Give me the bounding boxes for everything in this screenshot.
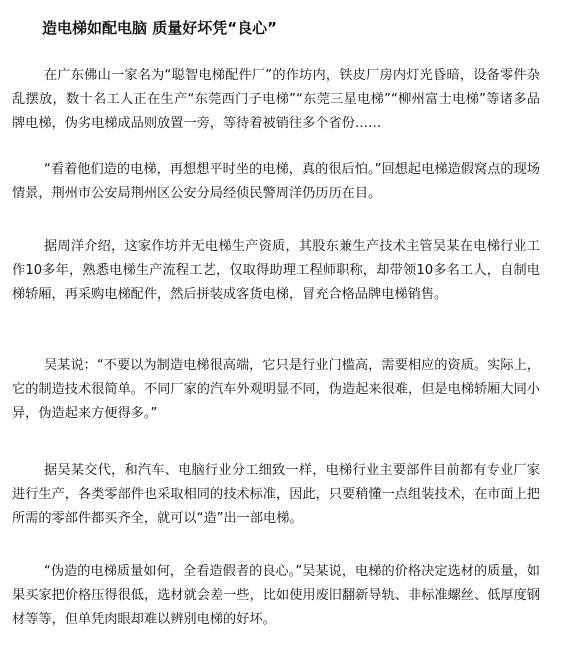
article-title: 造电梯如配电脑 质量好坏凭“良心” xyxy=(42,19,277,37)
paragraph-6: “伪造的电梯质量如何，全看造假者的良心。”吴某说，电梯的价格决定选材的质量，如果买家把价格压得很低，选材就会差一些，比如使用废旧翻新导轨、非标准螺丝、低厚度钢材等等，但单凭肉眼却难以辨别电梯的好坏。 xyxy=(12,564,540,627)
paragraph-3: 据周洋介绍，这家作坊并无电梯生产资质，其股东兼生产技术主管吴某在电梯行业工作10多年，熟悉电梯生产流程工艺，仅取得助理工程师职称，却带领10多名工人，自制电梯轿厢，再采购电梯配件，然后拼装成客货电梯，冒充合格品牌电梯销售。 xyxy=(12,239,540,302)
paragraph-5: 据吴某交代，和汽车、电脑行业分工细致一样，电梯行业主要部件目前都有专业厂家进行生产，各类零部件也采取相同的技术标准，因此，只要稍懂一点组装技术，在市面上把所需的零部件都买齐全，就可以“造”出一部电梯。 xyxy=(12,463,540,526)
paragraph-1: 在广东佛山一家名为“聪智电梯配件厂”的作坊内，铁皮厂房内灯光昏暗，设备零件杂乱摆放，数十名工人正在生产“东莞西门子电梯”“东莞三星电梯”“柳州富士电梯”等诸多品牌电梯，伪劣电梯成品则放置一旁，等待着被销往多个省份…… xyxy=(12,68,540,131)
paragraph-4: 吴某说：“不要以为制造电梯很高端，它只是行业门槛高，需要相应的资质。实际上，它的制造技术很简单。不同厂家的汽车外观明显不同，伪造起来很难，但是电梯轿厢大同小异，伪造起来方便得多。” xyxy=(12,358,540,421)
paragraph-2: “看着他们造的电梯，再想想平时坐的电梯，真的很后怕。”回想起电梯造假窝点的现场情景，荆州市公安局荆州区公安分局经侦民警周洋仍历历在目。 xyxy=(12,162,540,201)
